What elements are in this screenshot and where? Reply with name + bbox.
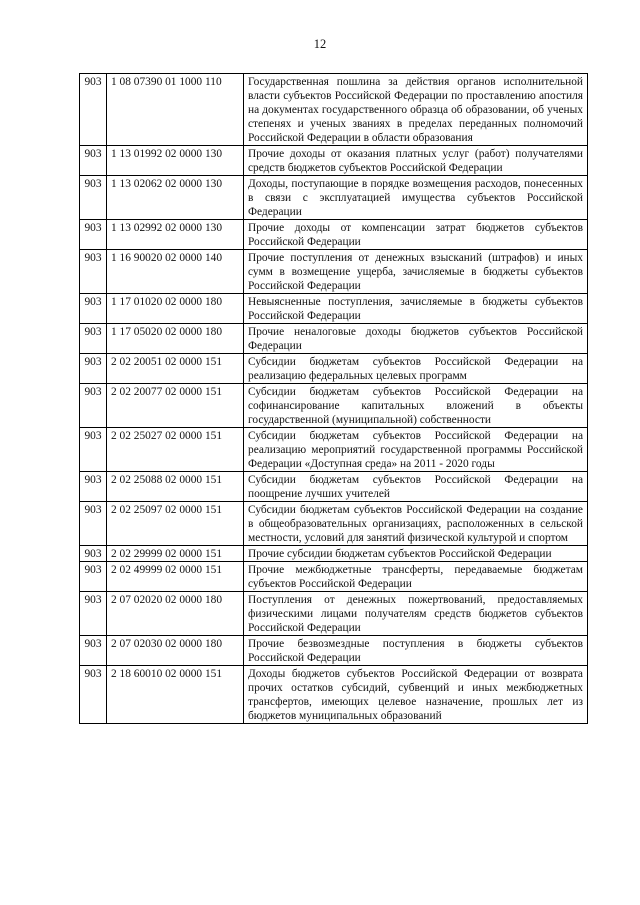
table-body (80, 74, 588, 724)
table-row (80, 176, 588, 220)
admin-code-cell: 903 (80, 176, 107, 220)
budget-code-cell: 1 17 05020 02 0000 180 (107, 324, 244, 354)
budget-code-cell: 1 08 07390 01 1000 110 (107, 74, 244, 146)
budget-code-cell: 1 13 02062 02 0000 130 (107, 176, 244, 220)
budget-code-cell: 2 18 60010 02 0000 151 (107, 666, 244, 724)
revenue-name-cell: Невыясненные поступления, зачисляемые в бюджеты субъектов Российской Федерации (244, 294, 588, 324)
budget-code-cell: 2 07 02020 02 0000 180 (107, 592, 244, 636)
admin-code-cell: 903 (80, 324, 107, 354)
revenue-name-cell: Субсидии бюджетам субъектов Российской Федерации на создание в общеобразовательных организациях, расположенных в сельской местности, условий для занятий физической культурой и спортом (244, 502, 588, 546)
table-row (80, 294, 588, 324)
revenue-name-cell: Прочие безвозмездные поступления в бюджеты субъектов Российской Федерации (244, 636, 588, 666)
budget-code-cell: 2 07 02030 02 0000 180 (107, 636, 244, 666)
table-row (80, 428, 588, 472)
table-row (80, 354, 588, 384)
budget-code-cell: 1 16 90020 02 0000 140 (107, 250, 244, 294)
budget-code-cell: 2 02 25097 02 0000 151 (107, 502, 244, 546)
revenue-name-cell: Прочие неналоговые доходы бюджетов субъектов Российской Федерации (244, 324, 588, 354)
budget-code-cell: 2 02 29999 02 0000 151 (107, 546, 244, 562)
revenue-name-cell: Прочие субсидии бюджетам субъектов Российской Федерации (244, 546, 588, 562)
revenue-name-cell: Доходы бюджетов субъектов Российской Федерации от возврата прочих остатков субсидий, субвенций и иных межбюджетных трансфертов, имеющих целевое назначение, прошлых лет из бюджетов муниципальных образований (244, 666, 588, 724)
admin-code-cell: 903 (80, 354, 107, 384)
revenue-name-cell: Поступления от денежных пожертвований, предоставляемых физическими лицами получателям средств бюджетов субъектов Российской Федерации (244, 592, 588, 636)
revenue-name-cell: Прочие поступления от денежных взысканий (штрафов) и иных сумм в возмещение ущерба, зачисляемые в бюджеты субъектов Российской Федерации (244, 250, 588, 294)
table-row (80, 384, 588, 428)
admin-code-cell: 903 (80, 546, 107, 562)
table-row (80, 146, 588, 176)
admin-code-cell: 903 (80, 146, 107, 176)
table-row (80, 324, 588, 354)
revenue-name-cell: Государственная пошлина за действия органов исполнительной власти субъектов Российской Федерации по проставлению апостиля на документах государственного образца об образовании, об ученых степенях и ученых званиях в пределах переданных полномочий Российской Федерации в области образования (244, 74, 588, 146)
revenue-name-cell: Субсидии бюджетам субъектов Российской Федерации на поощрение лучших учителей (244, 472, 588, 502)
admin-code-cell: 903 (80, 250, 107, 294)
table-row (80, 546, 588, 562)
admin-code-cell: 903 (80, 562, 107, 592)
revenue-codes-table (79, 73, 588, 724)
budget-code-cell: 1 13 01992 02 0000 130 (107, 146, 244, 176)
revenue-name-cell: Прочие межбюджетные трансферты, передаваемые бюджетам субъектов Российской Федерации (244, 562, 588, 592)
admin-code-cell: 903 (80, 502, 107, 546)
admin-code-cell: 903 (80, 472, 107, 502)
page-number: 12 (313, 37, 327, 51)
revenue-name-cell: Субсидии бюджетам субъектов Российской Федерации на софинансирование капитальных вложений в объекты государственной (муниципальной) собственности (244, 384, 588, 428)
admin-code-cell: 903 (80, 220, 107, 250)
admin-code-cell: 903 (80, 666, 107, 724)
admin-code-cell: 903 (80, 636, 107, 666)
budget-code-cell: 2 02 20077 02 0000 151 (107, 384, 244, 428)
table-row (80, 220, 588, 250)
table-row (80, 666, 588, 724)
table-row (80, 562, 588, 592)
budget-code-cell: 2 02 25088 02 0000 151 (107, 472, 244, 502)
revenue-name-cell: Субсидии бюджетам субъектов Российской Федерации на реализацию федеральных целевых программ (244, 354, 588, 384)
table-row (80, 74, 588, 146)
table-row (80, 502, 588, 546)
revenue-name-cell: Субсидии бюджетам субъектов Российской Федерации на реализацию мероприятий государственной программы Российской Федерации «Доступная среда» на 2011 - 2020 годы (244, 428, 588, 472)
budget-code-cell: 2 02 20051 02 0000 151 (107, 354, 244, 384)
table-row (80, 472, 588, 502)
admin-code-cell: 903 (80, 74, 107, 146)
budget-code-cell: 1 13 02992 02 0000 130 (107, 220, 244, 250)
table-row (80, 636, 588, 666)
budget-code-cell: 2 02 25027 02 0000 151 (107, 428, 244, 472)
admin-code-cell: 903 (80, 384, 107, 428)
revenue-name-cell: Доходы, поступающие в порядке возмещения расходов, понесенных в связи с эксплуатацией имущества субъектов Российской Федерации (244, 176, 588, 220)
admin-code-cell: 903 (80, 294, 107, 324)
budget-code-cell: 2 02 49999 02 0000 151 (107, 562, 244, 592)
table-row (80, 250, 588, 294)
table-row (80, 592, 588, 636)
revenue-name-cell: Прочие доходы от оказания платных услуг (работ) получателями средств бюджетов субъектов Российской Федерации (244, 146, 588, 176)
admin-code-cell: 903 (80, 428, 107, 472)
admin-code-cell: 903 (80, 592, 107, 636)
revenue-name-cell: Прочие доходы от компенсации затрат бюджетов субъектов Российской Федерации (244, 220, 588, 250)
budget-code-cell: 1 17 01020 02 0000 180 (107, 294, 244, 324)
